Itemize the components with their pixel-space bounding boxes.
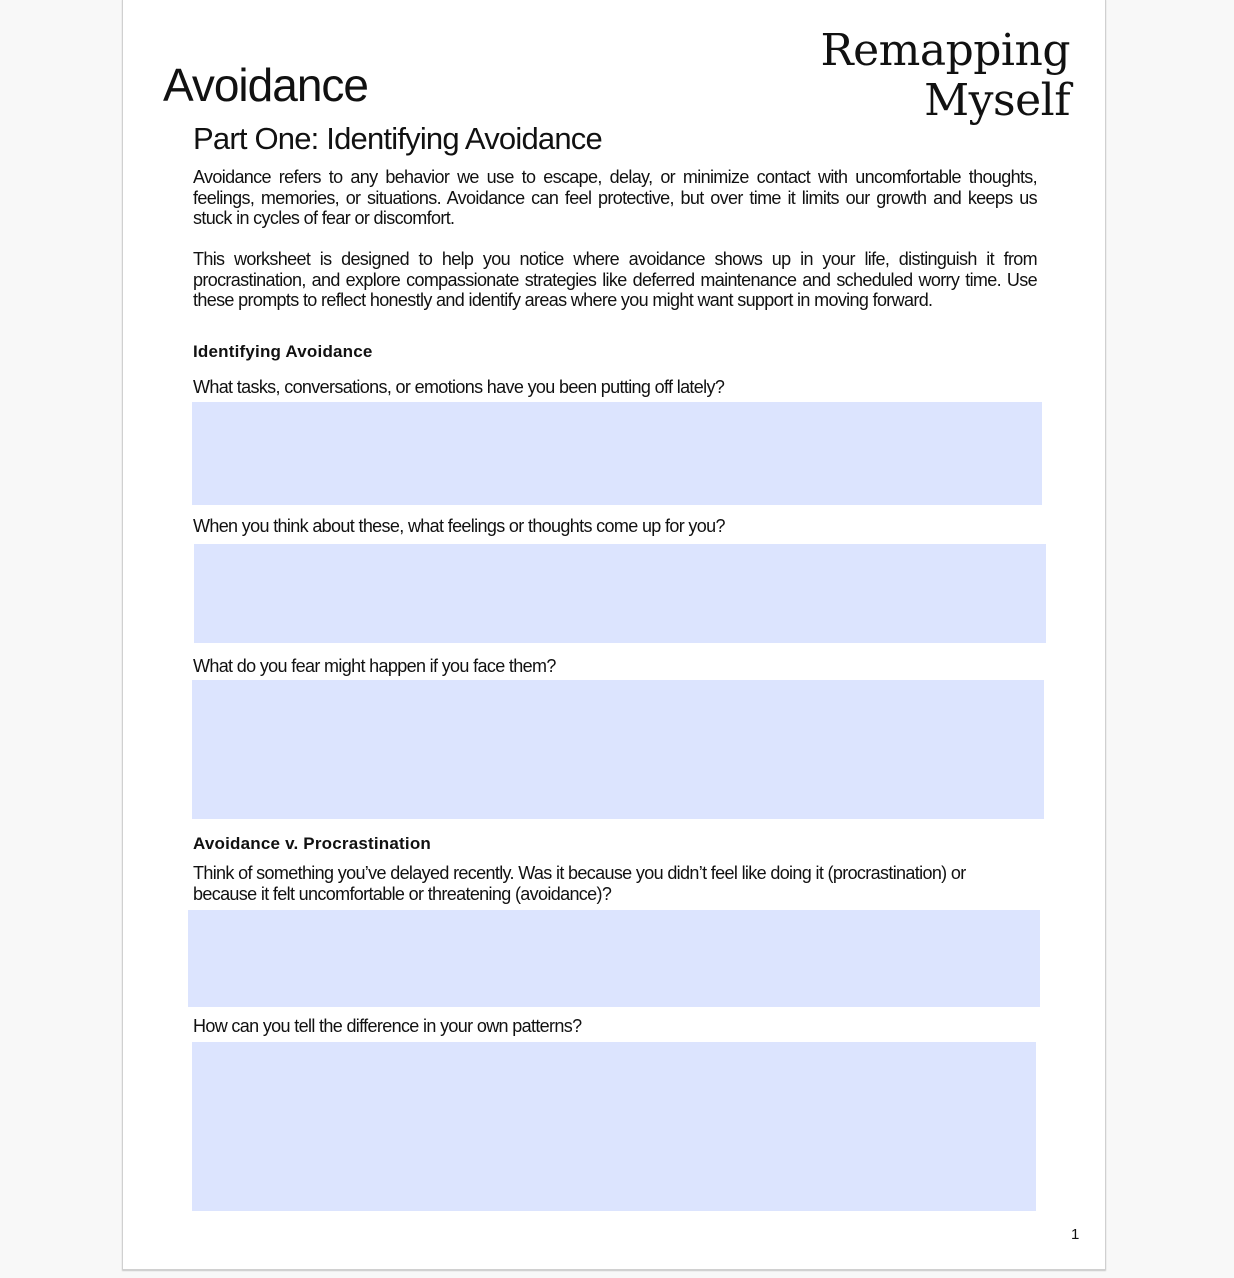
question-prompt: Think of something you’ve delayed recently. Was it because you didn’t feel like doing it (procrastination) or because it felt uncomfortable or threatening (avoidance)? bbox=[193, 863, 966, 904]
answer-field[interactable] bbox=[188, 910, 1040, 1007]
page-number: 1 bbox=[1071, 1226, 1080, 1243]
question-prompt: What do you fear might happen if you face them? bbox=[193, 656, 556, 676]
intro-paragraph: This worksheet is designed to help you notice where avoidance shows up in your life, distinguish it from procrastination, and explore compassionate strategies like deferred maintenance and scheduled worry time. Use these prompts to reflect honestly and identify areas where you might want support in moving forward. bbox=[193, 249, 1037, 310]
answer-field[interactable] bbox=[192, 402, 1042, 505]
question-prompt: When you think about these, what feelings or thoughts come up for you? bbox=[193, 516, 725, 536]
brand-line-1: Remapping bbox=[820, 25, 1070, 76]
answer-field[interactable] bbox=[192, 1042, 1036, 1211]
part-title: Part One: Identifying Avoidance bbox=[193, 121, 602, 156]
section-heading: Identifying Avoidance bbox=[193, 342, 373, 361]
brand-line-2: Myself bbox=[924, 75, 1070, 126]
answer-field[interactable] bbox=[194, 544, 1046, 643]
page-title: Avoidance bbox=[163, 59, 368, 111]
question-prompt: What tasks, conversations, or emotions have you been putting off lately? bbox=[193, 377, 725, 397]
intro-paragraph: Avoidance refers to any behavior we use to escape, delay, or minimize contact with uncomfortable thoughts, feelings, memories, or situations. Avoidance can feel protective, but over time it limits our growth and keeps us stuck in cycles of fear or discomfort. bbox=[193, 167, 1037, 228]
answer-field[interactable] bbox=[192, 680, 1044, 819]
section-heading: Avoidance v. Procrastination bbox=[193, 834, 431, 853]
brand-logo-text bbox=[820, 26, 1070, 126]
question-prompt: How can you tell the difference in your own patterns? bbox=[193, 1016, 582, 1036]
